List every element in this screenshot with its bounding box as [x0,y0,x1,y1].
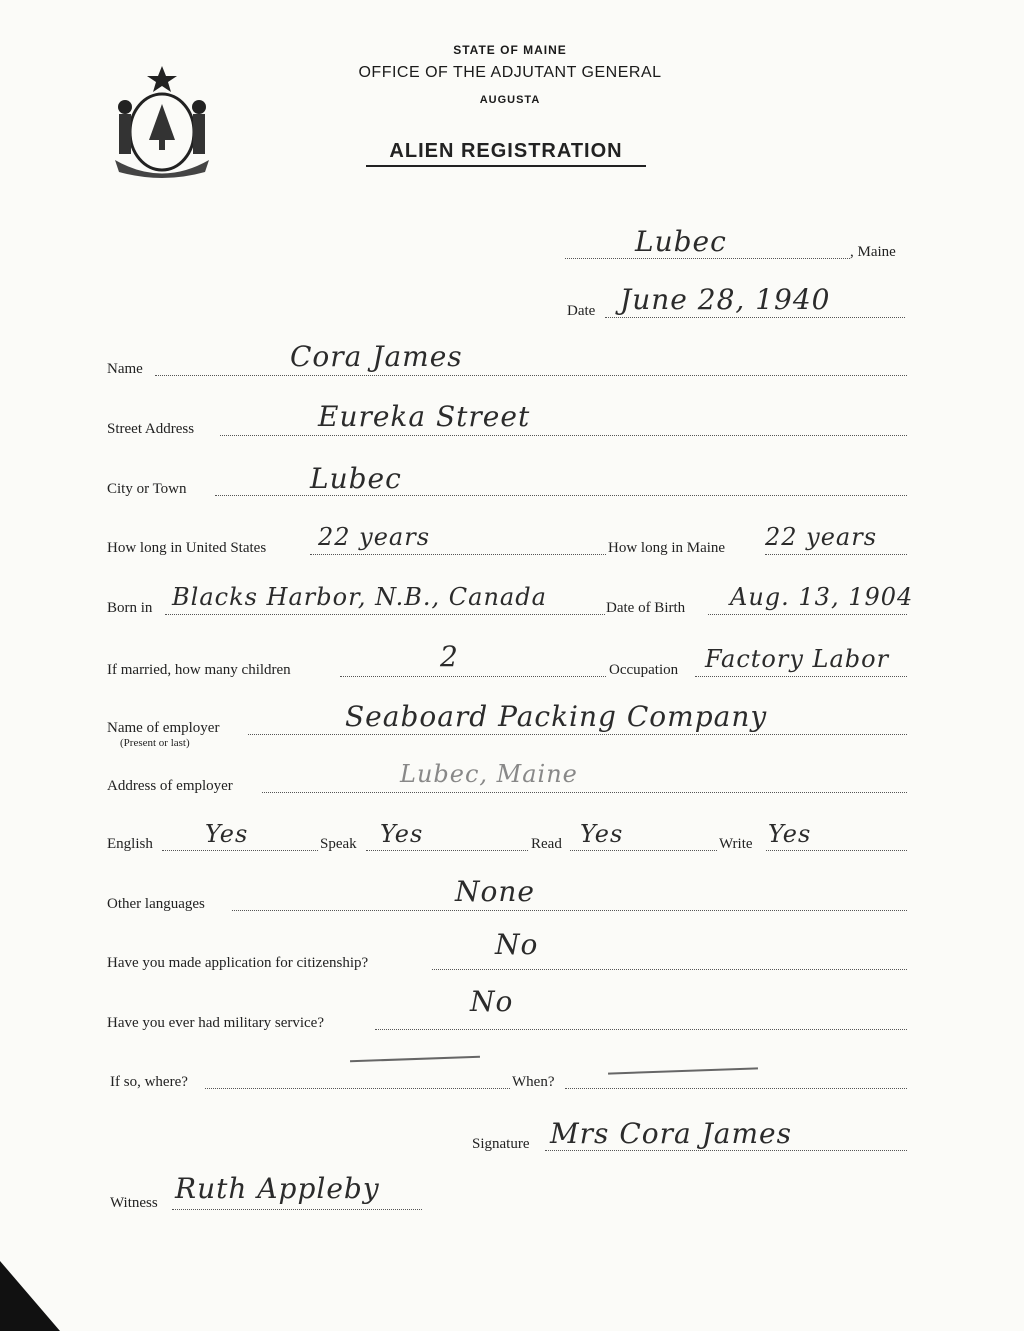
how-long-us-value: 22 years [318,523,431,551]
office-heading: OFFICE OF THE ADJUTANT GENERAL [358,64,662,81]
street-line [220,435,907,436]
write-line [766,850,907,851]
street-value: Eureka Street [318,400,531,433]
city-line [215,495,907,496]
employer-addr-value: Lubec, Maine [400,760,578,788]
city-label: City or Town [107,481,187,497]
other-lang-value: None [455,875,535,908]
occupation-value: Factory Labor [705,645,890,673]
children-label: If married, how many children [107,662,291,678]
signature-label: Signature [472,1136,530,1152]
military-value: No [470,985,514,1018]
where-label: If so, where? [110,1074,188,1090]
name-label: Name [107,361,143,377]
date-label: Date [567,303,596,319]
name-value: Cora James [290,340,463,373]
date-line [605,317,905,318]
employer-sublabel: (Present or last) [120,737,190,749]
read-line [570,850,717,851]
town-value: Lubec [635,225,727,258]
name-line [155,375,907,376]
when-line [565,1088,907,1089]
employer-addr-label: Address of employer [107,778,233,794]
read-label: Read [531,836,562,852]
how-long-me-label: How long in Maine [608,540,726,556]
dob-label: Date of Birth [606,600,686,616]
citizenship-label: Have you made application for citizenship? [107,955,369,971]
dob-line [708,614,907,615]
citizenship-value: No [495,928,539,961]
other-lang-line [232,910,907,911]
speak-value: Yes [380,820,424,848]
city-heading: AUGUSTA [479,94,541,106]
town-line [565,258,850,259]
scan-corner [0,1261,60,1331]
occupation-label: Occupation [609,662,679,678]
how-long-us-label: How long in United States [107,540,267,556]
where-line [205,1088,510,1089]
english-label: English [107,836,153,852]
city-value: Lubec [310,462,402,495]
english-line [162,850,318,851]
how-long-me-value: 22 years [765,523,878,551]
citizenship-line [432,969,907,970]
dob-value: Aug. 13, 1904 [730,583,914,611]
form-title: ALIEN REGISTRATION [366,140,646,167]
date-value: June 28, 1940 [620,283,831,316]
witness-label: Witness [110,1195,158,1211]
born-value: Blacks Harbor, N.B., Canada [172,583,547,611]
speak-line [366,850,528,851]
employer-value: Seaboard Packing Company [345,700,768,733]
born-label: Born in [107,600,153,616]
write-label: Write [719,836,753,852]
military-label: Have you ever had military service? [107,1015,324,1031]
state-heading: STATE OF MAINE [453,43,567,57]
children-value: 2 [440,640,459,673]
english-value: Yes [205,820,249,848]
employer-label: Name of employer [107,720,220,736]
other-lang-label: Other languages [107,896,205,912]
witness-value: Ruth Appleby [175,1172,380,1205]
born-line [165,614,605,615]
maine-state-seal [105,62,220,180]
children-line [340,676,606,677]
maine-suffix: , Maine [850,244,896,260]
street-label: Street Address [107,421,195,437]
how-long-us-line [310,554,606,555]
where-dash [350,1056,480,1063]
signature-value: Mrs Cora James [550,1117,792,1150]
employer-addr-line [262,792,907,793]
speak-label: Speak [320,836,357,852]
occupation-line [695,676,907,677]
when-label: When? [512,1074,555,1090]
when-dash [608,1067,758,1074]
how-long-me-line [765,554,907,555]
employer-line [248,734,907,735]
signature-line [545,1150,907,1151]
write-value: Yes [768,820,812,848]
witness-line [172,1209,422,1210]
military-line [375,1029,907,1030]
read-value: Yes [580,820,624,848]
